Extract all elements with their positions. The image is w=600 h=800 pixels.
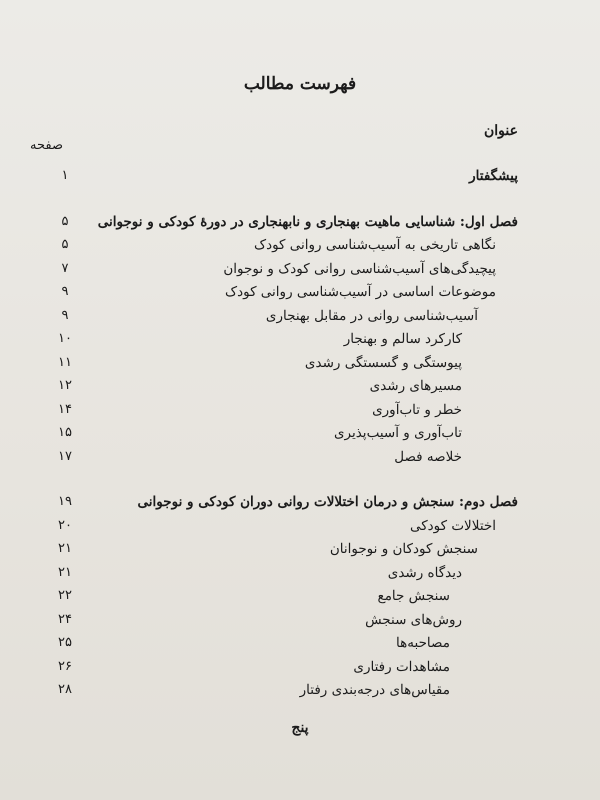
- toc-entry-title: اختلالات کودکی: [409, 517, 496, 534]
- toc-entry-page: ۲۴: [58, 611, 72, 627]
- toc-entry: [0, 449, 600, 473]
- toc-entry-page: ۲۵: [58, 635, 72, 650]
- toc-entry-page: ۲۸: [58, 682, 72, 697]
- toc-entry-title: دیدگاه رشدی: [387, 564, 462, 581]
- toc-entry-page: ۱۴: [58, 401, 72, 417]
- toc-entry-page: ۵: [61, 213, 69, 229]
- toc-chapter-2: [0, 494, 600, 518]
- toc-entry-page: ۲۲: [58, 588, 72, 603]
- toc-entry-page: ۷: [61, 260, 69, 276]
- toc-entry-title: روش‌های سنجش: [365, 611, 462, 628]
- toc-entry-title: نگاهی تاریخی به آسیب‌شناسی روانی کودک: [253, 237, 496, 253]
- toc-entry-page: ۱۰: [58, 331, 72, 346]
- toc-entry-page: ۲۶: [58, 658, 72, 674]
- toc-entry-title: پیچیدگی‌های آسیب‌شناسی روانی کودک و نوجوان: [223, 260, 496, 277]
- toc-entry: [0, 659, 600, 683]
- page-number-footer: پنج: [291, 720, 309, 736]
- toc-entry-page: ۲۰: [58, 517, 72, 533]
- toc-entry: [0, 308, 600, 332]
- toc-entry: [0, 237, 600, 261]
- toc-list: [0, 168, 600, 706]
- toc-entry-page: ۹: [61, 307, 69, 323]
- page-title: فهرست مطالب: [243, 74, 357, 94]
- toc-entry-preface: [0, 168, 600, 192]
- toc-entry: [0, 635, 600, 659]
- toc-entry-title: موضوعات اساسی در آسیب‌شناسی روانی کودک: [225, 284, 496, 300]
- toc-entry: [0, 425, 600, 449]
- toc-entry-title: تاب‌آوری و آسیب‌پذیری: [333, 425, 462, 441]
- toc-entry: [0, 541, 600, 565]
- column-header-page: صفحه: [30, 138, 63, 153]
- toc-entry-title: آسیب‌شناسی روانی در مقابل بهنجاری: [265, 307, 478, 324]
- toc-entry-page: ۱۷: [58, 448, 72, 464]
- toc-entry-title: خطر و تاب‌آوری: [372, 401, 462, 418]
- toc-chapter-title: فصل دوم: سنجش و درمان اختلالات روانی دوران کودکی و نوجوانی: [137, 494, 518, 510]
- toc-chapter-1: [0, 214, 600, 238]
- toc-entry: [0, 518, 600, 542]
- toc-entry: [0, 355, 600, 379]
- toc-entry-title: مسیرهای رشدی: [369, 378, 462, 394]
- toc-entry-page: ۱: [61, 168, 69, 183]
- column-header-title: عنوان: [484, 123, 518, 139]
- toc-entry-title: مقیاس‌های درجه‌بندی رفتار: [299, 682, 450, 698]
- toc-entry-title: سنجش کودکان و نوجوانان: [329, 541, 478, 557]
- toc-entry: [0, 612, 600, 636]
- toc-entry: [0, 682, 600, 706]
- toc-entry-page: ۲۱: [58, 564, 72, 580]
- toc-entry: [0, 261, 600, 285]
- toc-entry-title: سنجش جامع: [377, 588, 450, 604]
- toc-entry-title: پیوستگی و گسستگی رشدی: [304, 354, 462, 371]
- toc-entry: [0, 588, 600, 612]
- toc-entry-page: ۹: [61, 284, 69, 299]
- toc-entry-page: ۲۱: [58, 541, 72, 556]
- toc-entry-title: مشاهدات رفتاری: [353, 658, 450, 675]
- toc-entry: [0, 378, 600, 402]
- toc-entry-page: ۱۵: [58, 425, 72, 440]
- toc-entry-title: مصاحبه‌ها: [396, 635, 450, 651]
- toc-entry-page: ۱۱: [58, 354, 72, 370]
- toc-entry: [0, 565, 600, 589]
- toc-entry: [0, 402, 600, 426]
- toc-entry-page: ۱۹: [58, 494, 72, 509]
- toc-entry-page: ۱۲: [58, 378, 72, 393]
- toc-entry: [0, 284, 600, 308]
- toc-entry-title: کارکرد سالم و بهنجار: [343, 331, 462, 347]
- toc-entry: [0, 331, 600, 355]
- toc-entry-page: ۵: [61, 237, 69, 252]
- toc-entry-title: پیشگفتار: [469, 168, 518, 184]
- toc-chapter-title: فصل اول: شناسایی ماهیت بهنجاری و نابهنجاری در دورهٔ کودکی و نوجوانی: [97, 213, 518, 230]
- toc-entry-title: خلاصه فصل: [394, 448, 462, 465]
